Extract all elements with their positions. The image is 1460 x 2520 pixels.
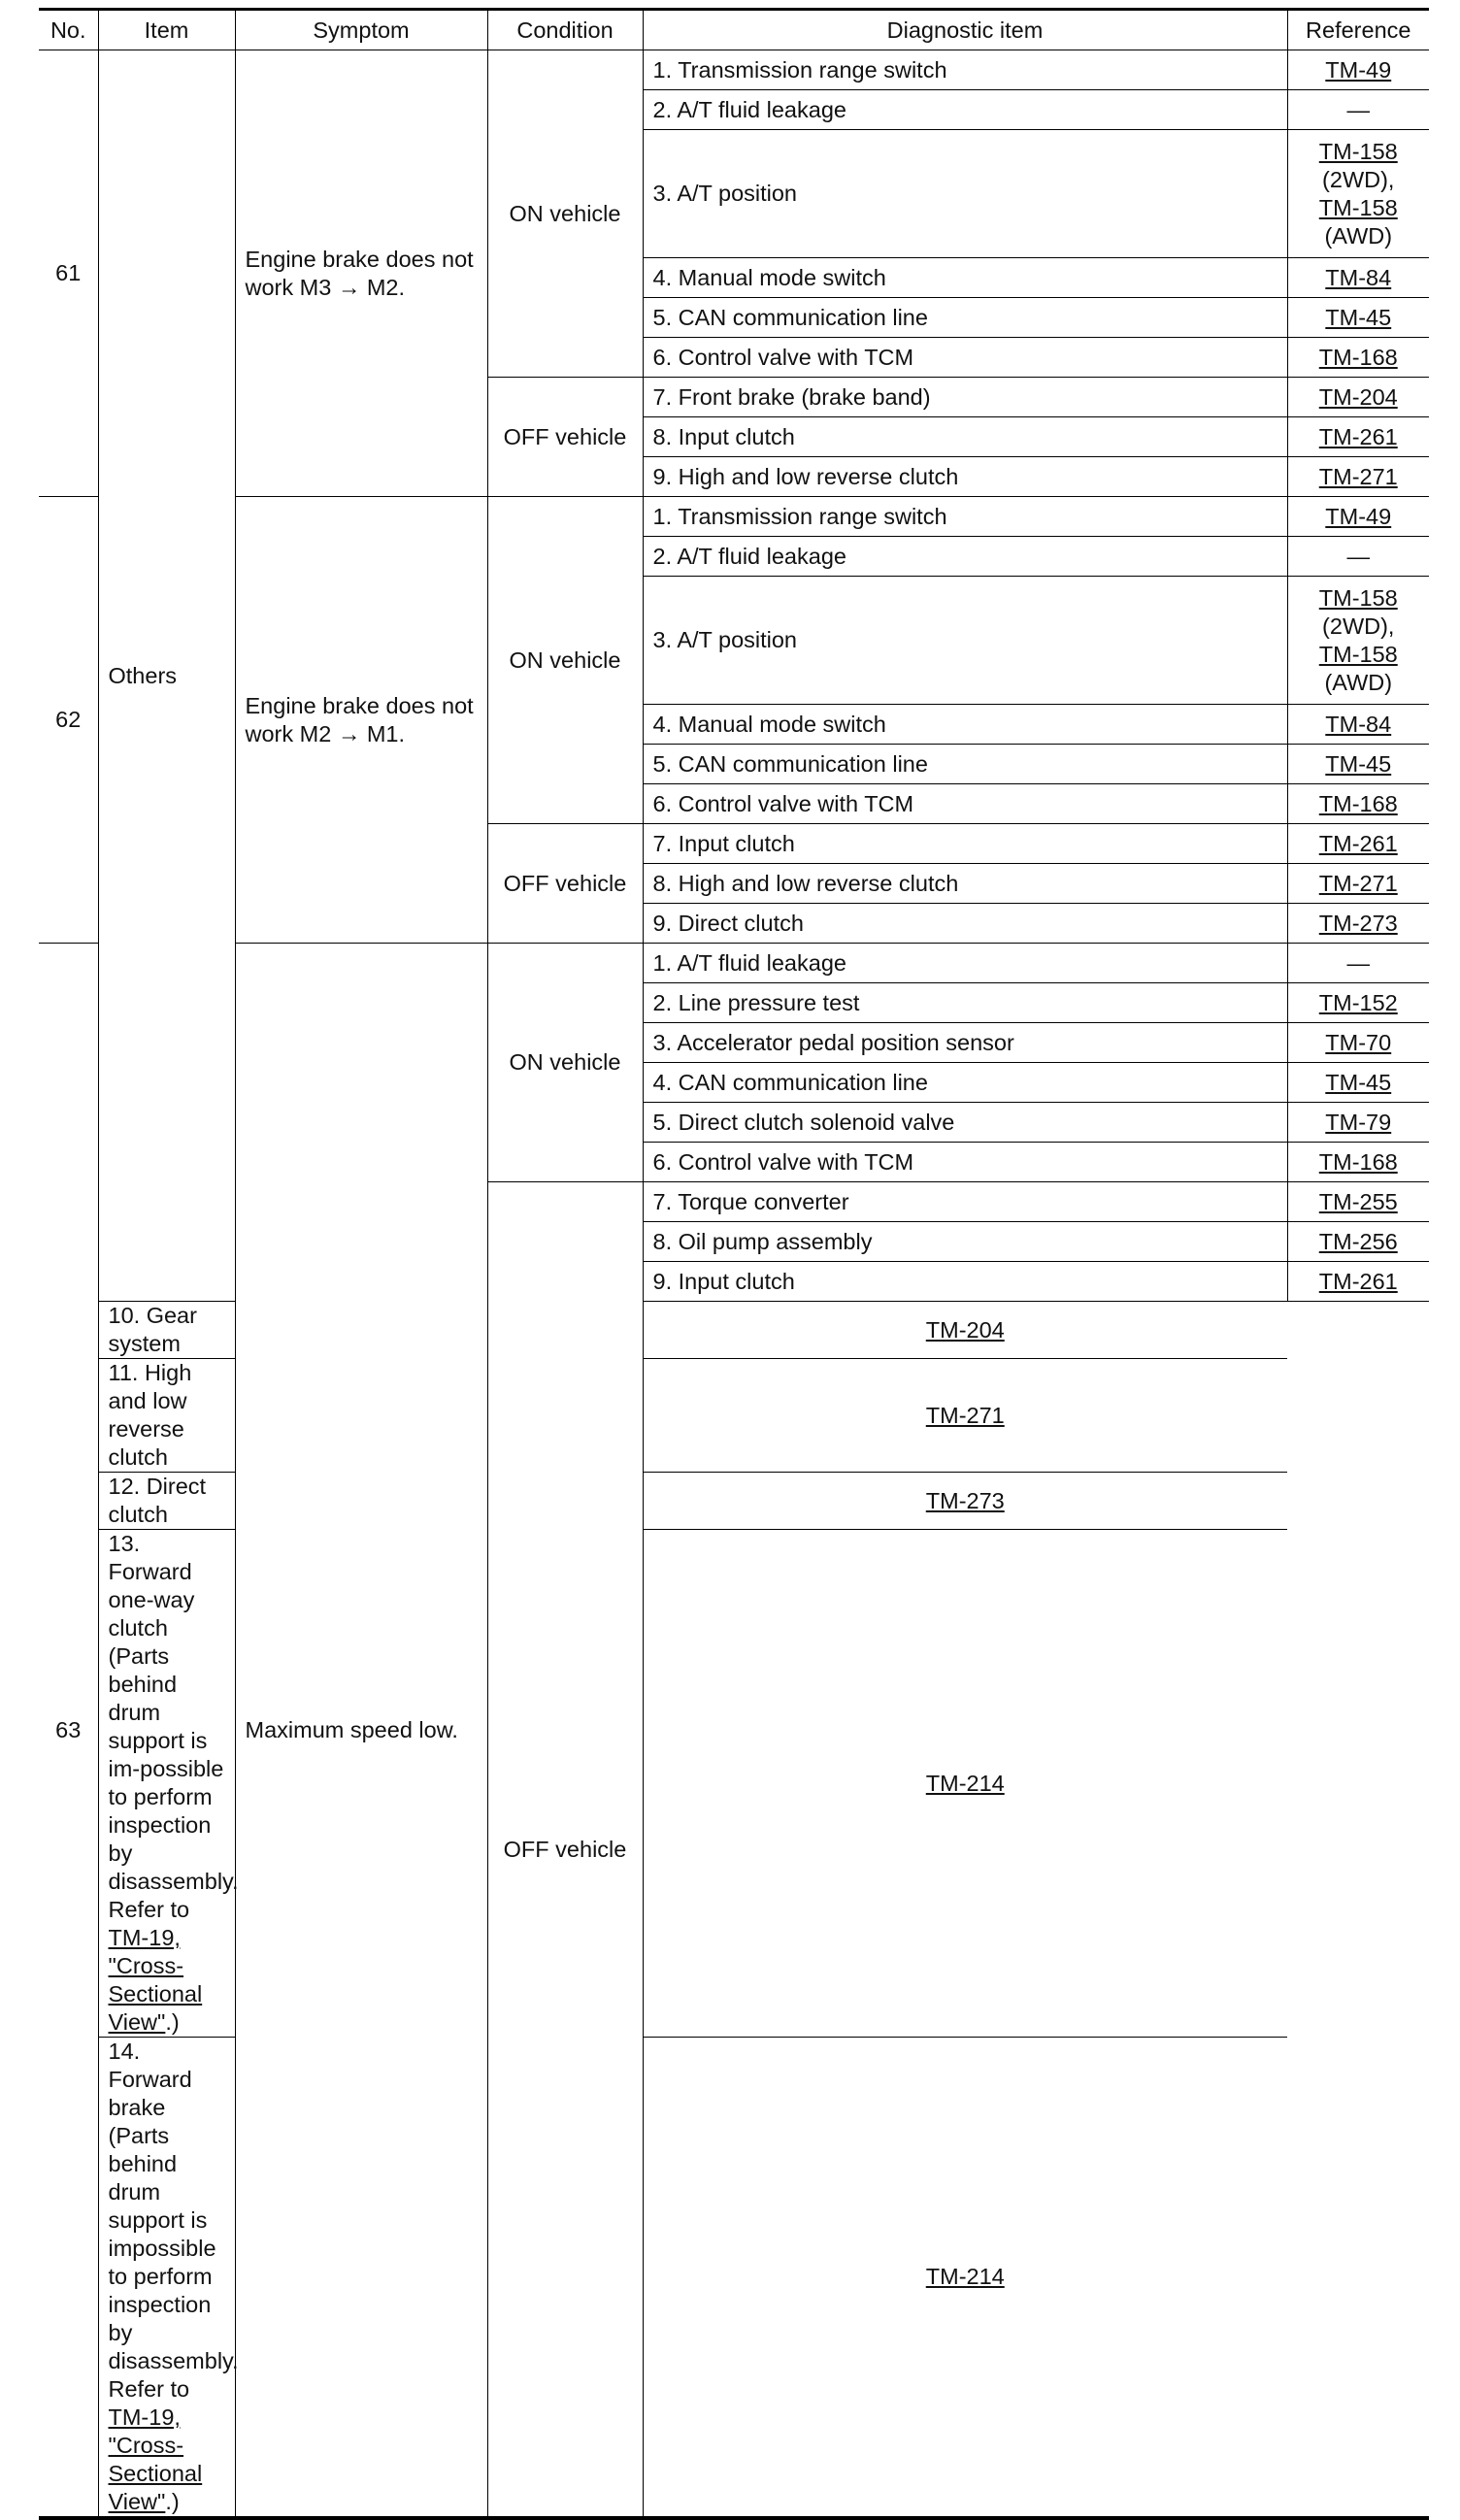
diagnostic-item: 2. A/T fluid leakage xyxy=(643,537,1287,577)
reference-link[interactable]: TM-261 xyxy=(1318,830,1398,856)
diagnostic-text: .) xyxy=(165,2009,180,2035)
reference xyxy=(1287,417,1429,457)
reference xyxy=(1287,705,1429,745)
diagnostic-item: 2. Line pressure test xyxy=(643,983,1287,1023)
reference-link[interactable]: TM-49 xyxy=(1325,503,1392,529)
diagnostic-item: 10. Gear system xyxy=(98,1302,235,1359)
reference xyxy=(1287,784,1429,824)
reference-link[interactable]: TM-158 xyxy=(1318,194,1398,220)
reference xyxy=(643,1302,1287,1359)
diagnostic-item: 3. Accelerator pedal position sensor xyxy=(643,1023,1287,1063)
diagnostic-item: 5. CAN communication line xyxy=(643,298,1287,338)
reference xyxy=(1287,298,1429,338)
diagnostic-item: 12. Direct clutch xyxy=(98,1473,235,1530)
diagnostic-item: 6. Control valve with TCM xyxy=(643,338,1287,378)
reference xyxy=(1287,258,1429,298)
header-item: Item xyxy=(98,10,235,50)
reference xyxy=(1287,457,1429,497)
table-row xyxy=(39,497,1429,537)
reference-link[interactable]: TM-79 xyxy=(1325,1109,1392,1135)
diagnostic-item xyxy=(98,2038,239,2519)
reference xyxy=(1287,864,1429,904)
reference-link[interactable]: TM-45 xyxy=(1325,750,1392,777)
reference: — xyxy=(1287,537,1429,577)
reference xyxy=(643,1473,1287,1530)
reference xyxy=(1287,1262,1429,1302)
reference-link[interactable]: TM-84 xyxy=(1325,264,1392,290)
reference-link[interactable]: TM-158 xyxy=(1318,584,1398,611)
diagnostic-item: 5. CAN communication line xyxy=(643,745,1287,784)
reference-link[interactable]: TM-158 xyxy=(1318,138,1398,164)
diagnostic-item: 8. Input clutch xyxy=(643,417,1287,457)
header-no: No. xyxy=(39,10,98,50)
reference-link[interactable]: TM-45 xyxy=(1325,1069,1392,1095)
reference xyxy=(1287,745,1429,784)
row-number: 63 xyxy=(39,944,98,2519)
diagnostic-item: 4. Manual mode switch xyxy=(643,258,1287,298)
reference-link[interactable]: TM-273 xyxy=(925,1487,1005,1513)
symptom: Engine brake does not work M2 → M1. xyxy=(235,497,487,944)
reference xyxy=(1287,1103,1429,1143)
reference xyxy=(1287,983,1429,1023)
diagnostic-text: 13. Forward one-way clutch (Parts behind drum support is im-possible to perform inspection by disassembly. Refer to xyxy=(108,1531,239,1922)
reference-link[interactable]: TM-214 xyxy=(925,1770,1005,1796)
reference xyxy=(643,1530,1287,2038)
reference-link[interactable]: TM-214 xyxy=(925,2264,1005,2289)
diagnostic-item: 5. Direct clutch solenoid valve xyxy=(643,1103,1287,1143)
condition-on-vehicle: ON vehicle xyxy=(487,497,643,824)
diagnostic-item: 1. A/T fluid leakage xyxy=(643,944,1287,983)
diagnostic-item: 9. Input clutch xyxy=(643,1262,1287,1302)
reference-link[interactable]: TM-255 xyxy=(1318,1188,1398,1214)
reference-link[interactable]: TM-261 xyxy=(1318,423,1398,449)
reference-note: (2WD), xyxy=(1322,166,1395,192)
diagnostic-text: 14. Forward brake (Parts behind drum support is impossible to perform inspection by disassembly. Refer to xyxy=(108,2039,239,2402)
diagnostic-item: 4. CAN communication line xyxy=(643,1063,1287,1103)
row-number: 62 xyxy=(39,497,98,944)
reference-note: (AWD) xyxy=(1324,669,1393,695)
header-reference: Reference xyxy=(1287,10,1429,50)
diagnostic-item xyxy=(98,1530,239,2038)
diagnostic-item: 8. Oil pump assembly xyxy=(643,1222,1287,1262)
reference-link[interactable]: TM-168 xyxy=(1318,344,1398,370)
condition-on-vehicle: ON vehicle xyxy=(487,50,643,378)
reference xyxy=(1287,577,1429,705)
diagnostic-item: 6. Control valve with TCM xyxy=(643,1143,1287,1182)
diagnostic-item: 8. High and low reverse clutch xyxy=(643,864,1287,904)
header-row xyxy=(39,10,1429,50)
diagnostic-item: 7. Torque converter xyxy=(643,1182,1287,1222)
reference-link[interactable]: TM-168 xyxy=(1318,790,1398,816)
condition-off-vehicle: OFF vehicle xyxy=(487,1182,643,2519)
header-condition: Condition xyxy=(487,10,643,50)
diagnostic-item: 4. Manual mode switch xyxy=(643,705,1287,745)
diagnostic-item: 7. Input clutch xyxy=(643,824,1287,864)
row-number: 61 xyxy=(39,50,98,497)
reference-note: (2WD), xyxy=(1322,613,1395,639)
reference-link[interactable]: TM-152 xyxy=(1318,989,1398,1015)
reference-link[interactable]: TM-256 xyxy=(1318,1228,1398,1254)
reference xyxy=(1287,904,1429,944)
table-row xyxy=(39,50,1429,90)
reference-link[interactable]: TM-45 xyxy=(1325,304,1392,330)
symptom: Maximum speed low. xyxy=(235,944,487,2519)
header-symptom: Symptom xyxy=(235,10,487,50)
item-category: Others xyxy=(98,50,235,1302)
diagnostic-item: 7. Front brake (brake band) xyxy=(643,378,1287,417)
diagnostic-item: 3. A/T position xyxy=(643,577,1287,705)
reference xyxy=(643,1359,1287,1473)
diagnostic-item: 1. Transmission range switch xyxy=(643,497,1287,537)
reference-link[interactable]: TM-271 xyxy=(1318,870,1398,896)
reference xyxy=(1287,50,1429,90)
symptom: Engine brake does not work M3 → M2. xyxy=(235,50,487,497)
reference xyxy=(1287,1063,1429,1103)
reference xyxy=(1287,338,1429,378)
diagnostic-item: 6. Control valve with TCM xyxy=(643,784,1287,824)
diagnostic-item: 9. Direct clutch xyxy=(643,904,1287,944)
reference-link[interactable]: TM-70 xyxy=(1325,1029,1392,1055)
reference xyxy=(1287,130,1429,258)
diagnostic-item: 11. High and low reverse clutch xyxy=(98,1359,235,1473)
diagnostic-item: 3. A/T position xyxy=(643,130,1287,258)
reference-link[interactable]: TM-271 xyxy=(1318,463,1398,489)
diagnostic-text: .) xyxy=(165,2489,180,2514)
reference xyxy=(1287,1023,1429,1063)
reference-link[interactable]: TM-204 xyxy=(925,1316,1005,1343)
reference-link[interactable]: TM-168 xyxy=(1318,1148,1398,1175)
reference xyxy=(1287,1182,1429,1222)
diagnostic-item: 1. Transmission range switch xyxy=(643,50,1287,90)
reference xyxy=(1287,497,1429,537)
reference-link[interactable]: TM-261 xyxy=(1318,1268,1398,1294)
reference-link[interactable]: TM-49 xyxy=(1325,56,1392,83)
reference-link[interactable]: TM-273 xyxy=(1318,910,1398,936)
condition-off-vehicle: OFF vehicle xyxy=(487,378,643,497)
reference: — xyxy=(1287,944,1429,983)
reference xyxy=(1287,378,1429,417)
table-row xyxy=(39,944,1429,983)
reference-link[interactable]: TM-204 xyxy=(1318,383,1398,410)
reference xyxy=(1287,1222,1429,1262)
reference: — xyxy=(1287,90,1429,130)
reference-link[interactable]: TM-271 xyxy=(925,1402,1005,1428)
cross-sectional-view-link[interactable]: TM-19, "Cross-Sectional View" xyxy=(108,2404,203,2514)
reference-link[interactable]: TM-84 xyxy=(1325,711,1392,737)
condition-off-vehicle: OFF vehicle xyxy=(487,824,643,944)
reference xyxy=(1287,1143,1429,1182)
reference xyxy=(643,2038,1287,2519)
diagnostic-item: 2. A/T fluid leakage xyxy=(643,90,1287,130)
reference xyxy=(1287,824,1429,864)
diagnostic-item: 9. High and low reverse clutch xyxy=(643,457,1287,497)
diagnosis-table xyxy=(39,8,1429,2520)
reference-link[interactable]: TM-158 xyxy=(1318,641,1398,667)
header-diagnostic-item: Diagnostic item xyxy=(643,10,1287,50)
cross-sectional-view-link[interactable]: TM-19, "Cross-Sectional View" xyxy=(108,1925,203,2035)
reference-note: (AWD) xyxy=(1324,222,1393,249)
condition-on-vehicle: ON vehicle xyxy=(487,944,643,1182)
